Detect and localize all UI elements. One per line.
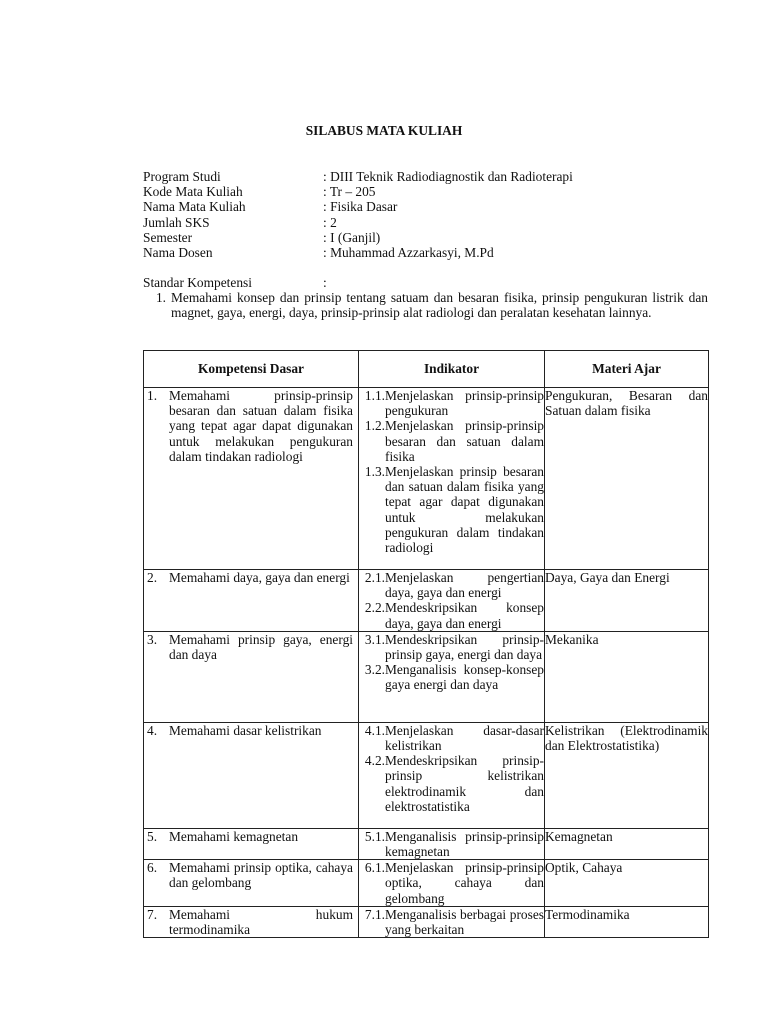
kd-text: Memahami daya, gaya dan energi [169,570,350,585]
meta-label: Program Studi [143,169,221,184]
indikator-text: Mendeskripsikan konsep daya, gaya dan energi [385,600,544,631]
kd-number: 4. [147,722,158,738]
indikator-number: 4.2. [364,753,385,769]
standar-kompetensi-label: Standar Kompetensi [143,275,252,290]
table-row [144,828,709,859]
indikator-text: Menjelaskan prinsip besaran dan satuan dalam fisika yang tepat agar dapat digunakan untuk melakukan pengukuran dalam tindakan radiologi [385,464,544,556]
meta-row-nama-mata-kuliah [143,199,713,214]
standar-kompetensi-heading [143,275,708,290]
indikator-text: Menganalisis konsep-konsep gaya energi dan daya [385,662,544,693]
course-info [143,169,713,260]
indikator-number: 3.2. [364,662,385,678]
indikator-cell [359,860,545,907]
standar-kompetensi [143,275,708,321]
item-number: 1. [155,290,166,306]
meta-row-semester [143,230,713,245]
document-title: SILABUS MATA KULIAH [305,123,463,138]
indikator-number: 7.1. [364,906,385,922]
materi-ajar-cell: Kemagnetan [545,828,709,859]
materi-ajar-cell: Kelistrikan (Elektrodinamik dan Elektrostatistika) [545,722,709,828]
indikator-cell [359,631,545,722]
indikator-text: Mendeskripsikan prinsip- prinsip gaya, energi dan daya [385,631,544,663]
meta-value: : 2 [323,214,337,230]
kompetensi-dasar-cell [144,906,359,937]
meta-label: Jumlah SKS [143,214,210,230]
indikator-text: Menjelaskan prinsip-prinsip optika, cahaya dan gelombang [385,860,544,906]
indikator-text: Menjelaskan dasar-dasar kelistrikan [385,722,544,754]
indikator-text: Menganalisis prinsip-prinsip kemagnetan [385,828,544,860]
kd-number: 6. [147,860,158,876]
meta-label: Nama Mata Kuliah [143,199,246,215]
indikator-text: Mendeskripsikan prinsip-prinsip kelistrikan elektrodinamik dan elektrostatistika [385,753,544,814]
meta-row-kode-mata-kuliah [143,184,713,199]
meta-value: : Tr – 205 [323,184,376,200]
syllabus-table [143,350,709,938]
materi-ajar-cell: Optik, Cahaya [545,860,709,907]
indikator-number: 6.1. [364,860,385,876]
indikator-number: 3.1. [364,631,385,647]
kompetensi-dasar-cell [144,388,359,570]
standar-kompetensi-item [143,290,708,320]
indikator-number: 1.3. [364,464,385,480]
materi-ajar-cell: Termodinamika [545,906,709,937]
table-row [144,860,709,907]
materi-ajar-cell: Mekanika [545,631,709,722]
item-text: Memahami konsep dan prinsip tentang satuam dan besaran fisika, prinsip pengukuran listrik dan magnet, gaya, energi, daya, prinsip-prinsip alat radiologi dan peralatan kesehatan lainnya. [171,290,708,321]
kd-text: Memahami kemagnetan [169,828,299,844]
table-row [144,722,709,828]
kd-number: 3. [147,631,158,647]
kd-number: 2. [147,570,158,585]
indikator-cell [359,906,545,937]
materi-ajar-cell: Pengukuran, Besaran dan Satuan dalam fisika [545,388,709,570]
indikator-cell [359,388,545,570]
kd-text: Memahami hukum termodinamika [169,906,353,938]
meta-value: : I (Ganjil) [323,229,381,245]
indikator-text: Menjelaskan prinsip-prinsip besaran dan satuan dalam fisika [385,418,544,464]
kd-number: 1. [147,388,158,403]
kd-text: Memahami prinsip gaya, energi dan daya [169,631,353,663]
table-row [144,570,709,632]
standar-kompetensi-colon: : [323,275,327,290]
kompetensi-dasar-cell [144,631,359,722]
kompetensi-dasar-cell [144,828,359,859]
indikator-number: 1.2. [364,418,385,434]
kd-text: Memahami dasar kelistrikan [169,722,322,738]
indikator-cell [359,828,545,859]
meta-label: Kode Mata Kuliah [143,184,243,200]
kd-number: 7. [147,906,158,922]
table-row [144,631,709,722]
kd-text: Memahami prinsip-prinsip besaran dan satuan dalam fisika yang tepat agar dapat digunakan untuk melakukan pengukuran dalam tindakan radiologi [169,388,353,464]
indikator-number: 1.1. [364,388,385,403]
indikator-cell [359,722,545,828]
indikator-number: 2.1. [364,570,385,585]
indikator-text: Menjelaskan pengertian daya, gaya dan energi [385,570,544,601]
indikator-number: 4.1. [364,722,385,738]
kompetensi-dasar-cell [144,570,359,632]
materi-ajar-cell: Daya, Gaya dan Energi [545,570,709,632]
indikator-number: 2.2. [364,600,385,616]
header-kompetensi-dasar: Kompetensi Dasar [144,351,359,388]
meta-label: Semester [143,229,193,245]
meta-value: : Muhammad Azzarkasyi, M.Pd [323,244,494,260]
indikator-number: 5.1. [364,828,385,844]
kd-number: 5. [147,828,158,844]
meta-row-program-studi [143,169,713,184]
indikator-text: Menjelaskan prinsip-prinsip pengukuran [385,388,544,419]
table-header-row [144,351,709,388]
meta-row-nama-dosen [143,245,713,260]
header-indikator: Indikator [359,351,545,388]
meta-value: : Fisika Dasar [323,199,398,215]
indikator-text: Menganalisis berbagai proses yang berkaitan [385,906,544,938]
meta-label: Nama Dosen [143,244,213,260]
kompetensi-dasar-cell [144,860,359,907]
meta-row-jumlah-sks [143,215,713,230]
table-row [144,388,709,570]
header-materi-ajar: Materi Ajar [545,351,709,388]
kompetensi-dasar-cell [144,722,359,828]
indikator-cell [359,570,545,632]
meta-value: : DIII Teknik Radiodiagnostik dan Radioterapi [323,169,573,184]
kd-text: Memahami prinsip optika, cahaya dan gelombang [169,860,353,891]
table-row [144,906,709,937]
